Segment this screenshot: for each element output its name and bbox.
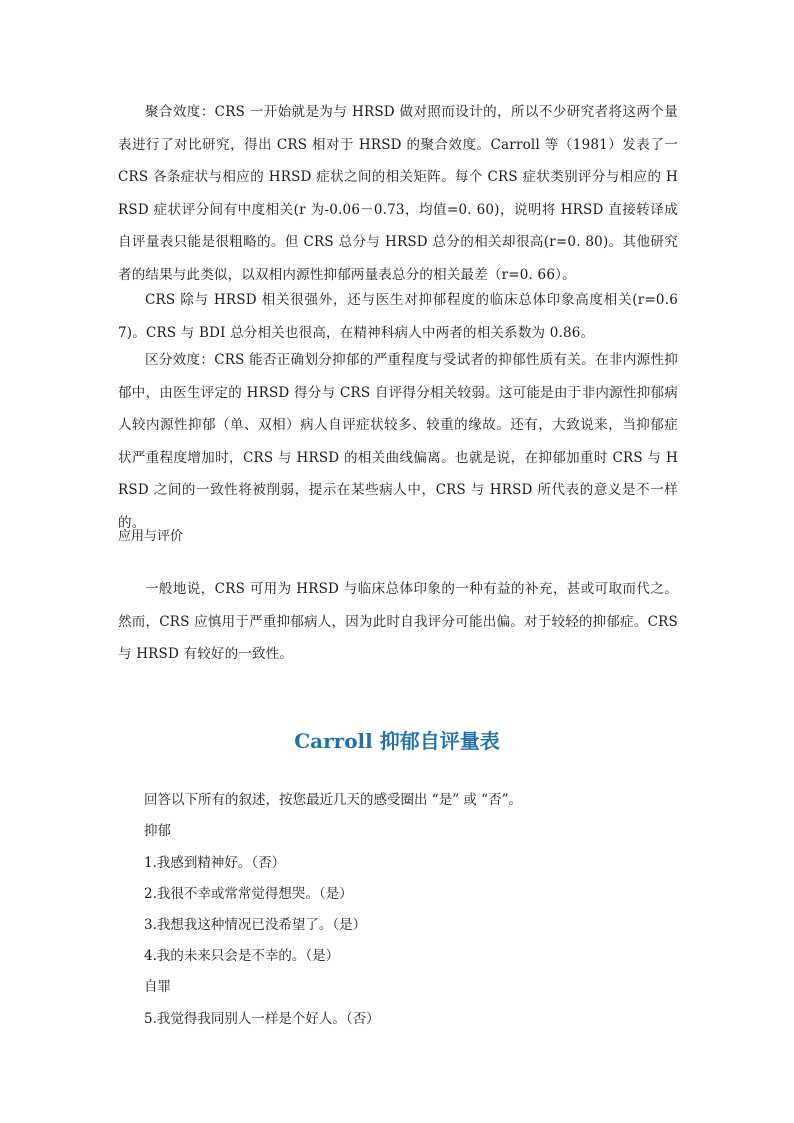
scale-item: 3.我想我这种情况已没希望了。（是）	[144, 917, 367, 933]
scale-instruction: 回答以下所有的叙述，按您最近几天的感受圈出 “是” 或 “否”。	[144, 792, 522, 808]
scale-item: 1.我感到精神好。（否）	[144, 855, 286, 871]
paragraph-clinical-correlation: CRS 除与 HRSD 相关很强外，还与医生对抑郁程度的临床总体印象高度相关(r=0.67)。CRS 与 BDI 总分相关也很高，在精神科病人中两者的相关系数为 0.86。	[118, 292, 678, 341]
paragraph-application: 一般地说，CRS 可用为 HRSD 与临床总体印象的一种有益的补充，甚或可取而代之。然而，CRS 应慎用于严重抑郁病人，因为此时自我评分可能出偏。对于较轻的抑郁症。CRS 与 HRSD 有较好的一致性。	[118, 581, 678, 662]
section-heading: 应用与评价	[118, 529, 184, 544]
paragraph-convergent-validity: 聚合效度：CRS 一开始就是为与 HRSD 做对照而设计的，所以不少研究者将这两个量表进行了对比研究，得出 CRS 相对于 HRSD 的聚合效度。Carroll 等（1981）发表了一 CRS 各条症状与相应的 HRSD 症状之间的相关矩阵。每个 CRS 症状类别评分与相应的 HRSD 症状评分间有中度相关(r 为-0.06－0.73，均值=0. 60)，说明将 HRSD 直接转译成自评量表只能是很粗略的。但 CRS 总分与 HRSD 总分的相关却很高(r=0. 80)。其他研究者的结果与此类似，以双相内源性抑郁两量表总分的相关最差（r=0. 66）。	[118, 104, 678, 283]
scale-item: 5.我觉得我同别人一样是个好人。（否）	[144, 1011, 380, 1027]
scale-item: 2.我很不幸或常常觉得想哭。（是）	[144, 886, 353, 902]
scale-title: Carroll 抑郁自评量表	[294, 729, 500, 753]
category-label: 自罪	[144, 979, 171, 995]
scale-item: 4.我的未来只会是不幸的。（是）	[144, 948, 340, 964]
paragraph-discriminant-validity: 区分效度：CRS 能否正确划分抑郁的严重程度与受试者的抑郁性质有关。在非内源性抑郁中，由医生评定的 HRSD 得分与 CRS 自评得分相关较弱。这可能是由于非内源性抑郁病人较内源性抑郁（单、双相）病人自评症状较多、较重的缘故。还有，大致说来，当抑郁症状严重程度增加时，CRS 与 HRSD 的相关曲线偏离。也就是说，在抑郁加重时 CRS 与 HRSD 之间的一致性将被削弱，提示在某些病人中，CRS 与 HRSD 所代表的意义是不一样的。	[118, 352, 678, 531]
category-label: 抑郁	[144, 823, 171, 839]
